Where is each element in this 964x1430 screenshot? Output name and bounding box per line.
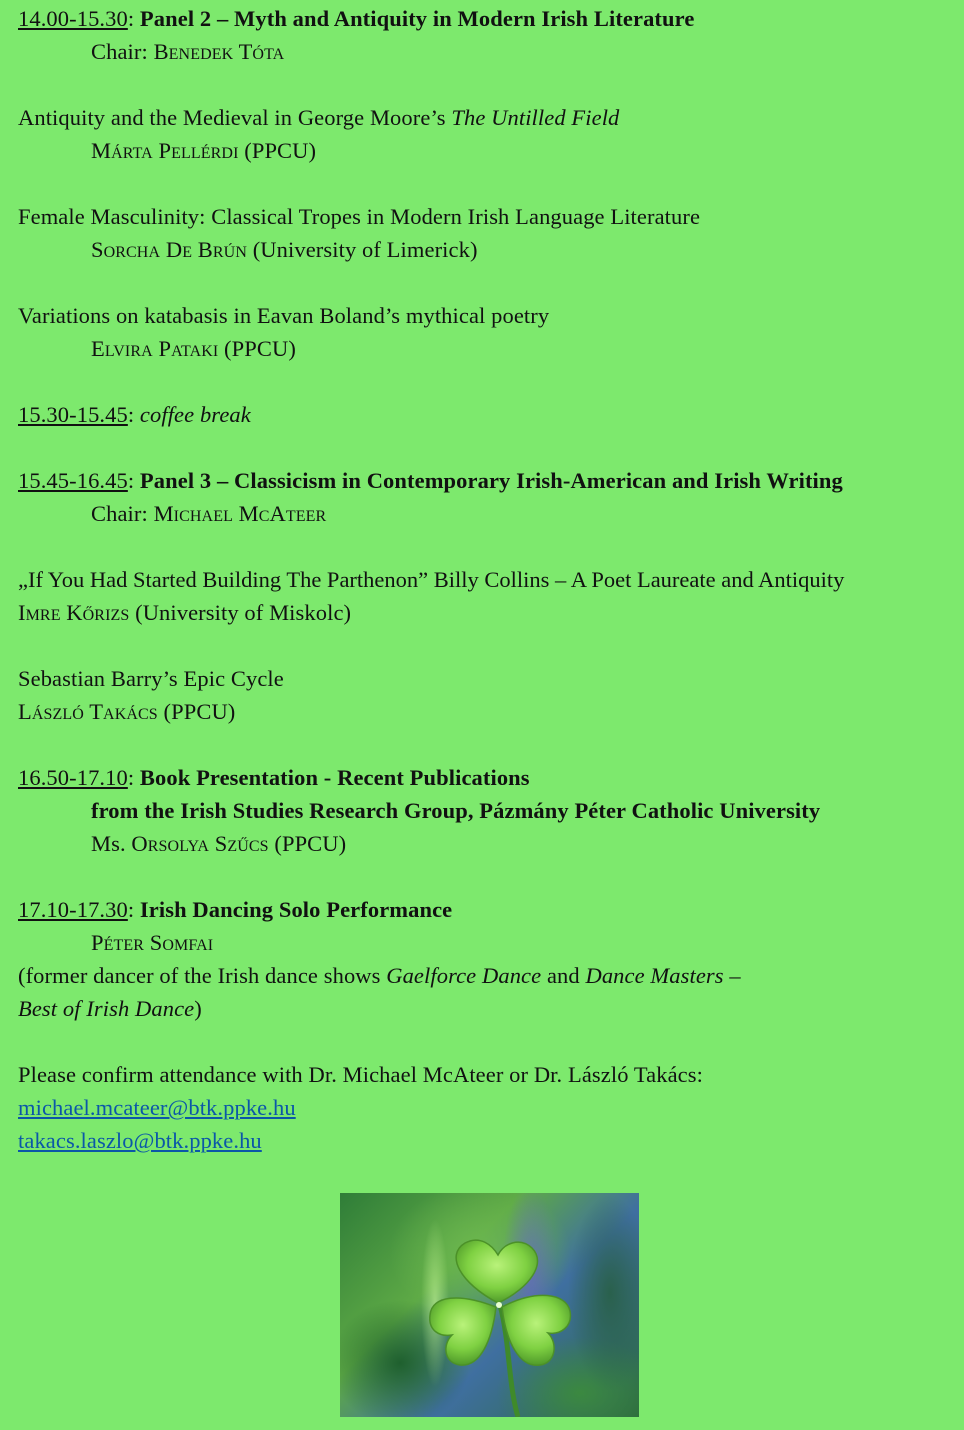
email-link-mcateer[interactable]: michael.mcateer@btk.ppke.hu — [18, 1095, 296, 1120]
panel3-separator: : — [127, 468, 140, 493]
shamrock-center — [496, 1302, 502, 1308]
book-affiliation: (PPCU) — [268, 831, 347, 856]
panel2-chair-name: Benedek Tóta — [153, 39, 285, 64]
talk2-speaker — [91, 233, 478, 266]
talk1-speaker — [91, 134, 316, 167]
dance-separator: : — [127, 897, 140, 922]
dance-show2-part2: Best of Irish Dance — [18, 996, 195, 1021]
dance-show2-part1: Dance Masters – — [585, 963, 741, 988]
coffee-separator: : — [127, 402, 140, 427]
dance-performer — [91, 926, 213, 959]
shamrock-leaf-left — [430, 1298, 496, 1365]
panel3-heading — [18, 464, 843, 497]
talk1-affiliation: (PPCU) — [238, 138, 317, 163]
talk5-speaker — [18, 695, 235, 728]
panel3-time: 15.45-16.45 — [18, 468, 128, 493]
dance-title: Irish Dancing Solo Performance — [139, 897, 453, 922]
book-heading — [18, 761, 530, 794]
panel2-separator: : — [127, 6, 140, 31]
contact-email1-line — [18, 1091, 296, 1124]
book-presenter-name: Orsolya Szűcs — [131, 831, 269, 856]
panel3-chair — [91, 497, 326, 530]
talk4-speaker-name: Imre Kőrizs — [18, 600, 130, 625]
talk4-speaker — [18, 596, 351, 629]
book-presenter — [91, 827, 346, 860]
talk4-affiliation: (University of Miskolc) — [129, 600, 352, 625]
panel3-chair-label: Chair: — [91, 501, 154, 526]
dance-note-line2 — [18, 992, 202, 1025]
coffee-time: 15.30-15.45 — [18, 402, 128, 427]
talk1-title-text: Antiquity and the Medieval in George Moore’s — [18, 105, 452, 130]
talk1-speaker-name: Márta Pellérdi — [91, 138, 239, 163]
panel2-heading — [18, 2, 694, 35]
shamrock-illustration — [340, 1193, 639, 1417]
talk5-title: Sebastian Barry’s Epic Cycle — [18, 666, 284, 691]
coffee-label: coffee break — [139, 402, 251, 427]
contact-text: Please confirm attendance with Dr. Michael McAteer or Dr. László Takács: — [18, 1062, 703, 1087]
talk1-title-italic: The Untilled Field — [451, 105, 620, 130]
dance-show1: Gaelforce Dance — [386, 963, 542, 988]
talk1-title — [18, 101, 619, 134]
panel2-chair-label: Chair: — [91, 39, 154, 64]
talk3-affiliation: (PPCU) — [218, 336, 296, 361]
talk5-affiliation: (PPCU) — [157, 699, 236, 724]
book-title-line2: from the Irish Studies Research Group, Pázmány Péter Catholic University — [91, 798, 821, 823]
dance-note-line1 — [18, 959, 741, 992]
talk2-title: Female Masculinity: Classical Tropes in Modern Irish Language Literature — [18, 204, 701, 229]
contact-email2-line — [18, 1124, 262, 1157]
panel3-chair-name: Michael McAteer — [153, 501, 327, 526]
panel2-time: 14.00-15.30 — [18, 6, 128, 31]
dance-note-pre: (former dancer of the Irish dance shows — [18, 963, 387, 988]
panel2-title: Panel 2 – Myth and Antiquity in Modern Irish Literature — [139, 6, 695, 31]
talk2-affiliation: (University of Limerick) — [246, 237, 478, 262]
shamrock-photo — [340, 1193, 639, 1417]
talk3-speaker-name: Elvira Pataki — [91, 336, 219, 361]
book-separator: : — [127, 765, 140, 790]
coffee-break — [18, 398, 251, 431]
shamrock-leaf-top — [456, 1240, 537, 1303]
dance-note-and: and — [541, 963, 586, 988]
dance-heading — [18, 893, 452, 926]
email-link-takacs[interactable]: takacs.laszlo@btk.ppke.hu — [18, 1128, 262, 1153]
book-presenter-prefix: Ms. — [91, 831, 132, 856]
talk2-speaker-name: Sorcha De Brún — [91, 237, 247, 262]
panel3-title: Panel 3 – Classicism in Contemporary Irish-American and Irish Writing — [139, 468, 843, 493]
dance-time: 17.10-17.30 — [18, 897, 128, 922]
book-title-line1: Book Presentation - Recent Publications — [139, 765, 530, 790]
dance-performer-name: Péter Somfai — [91, 930, 214, 955]
shamrock-leaf-right — [502, 1295, 570, 1365]
dance-note-post: ) — [194, 996, 202, 1021]
talk5-speaker-name: László Takács — [18, 699, 158, 724]
talk3-title: Variations on katabasis in Eavan Boland’s mythical poetry — [18, 303, 550, 328]
talk3-speaker — [91, 332, 296, 365]
panel2-chair — [91, 35, 284, 68]
talk4-title: „If You Had Started Building The Parthenon” Billy Collins – A Poet Laureate and Antiquity — [18, 567, 845, 592]
book-time: 16.50-17.10 — [18, 765, 128, 790]
